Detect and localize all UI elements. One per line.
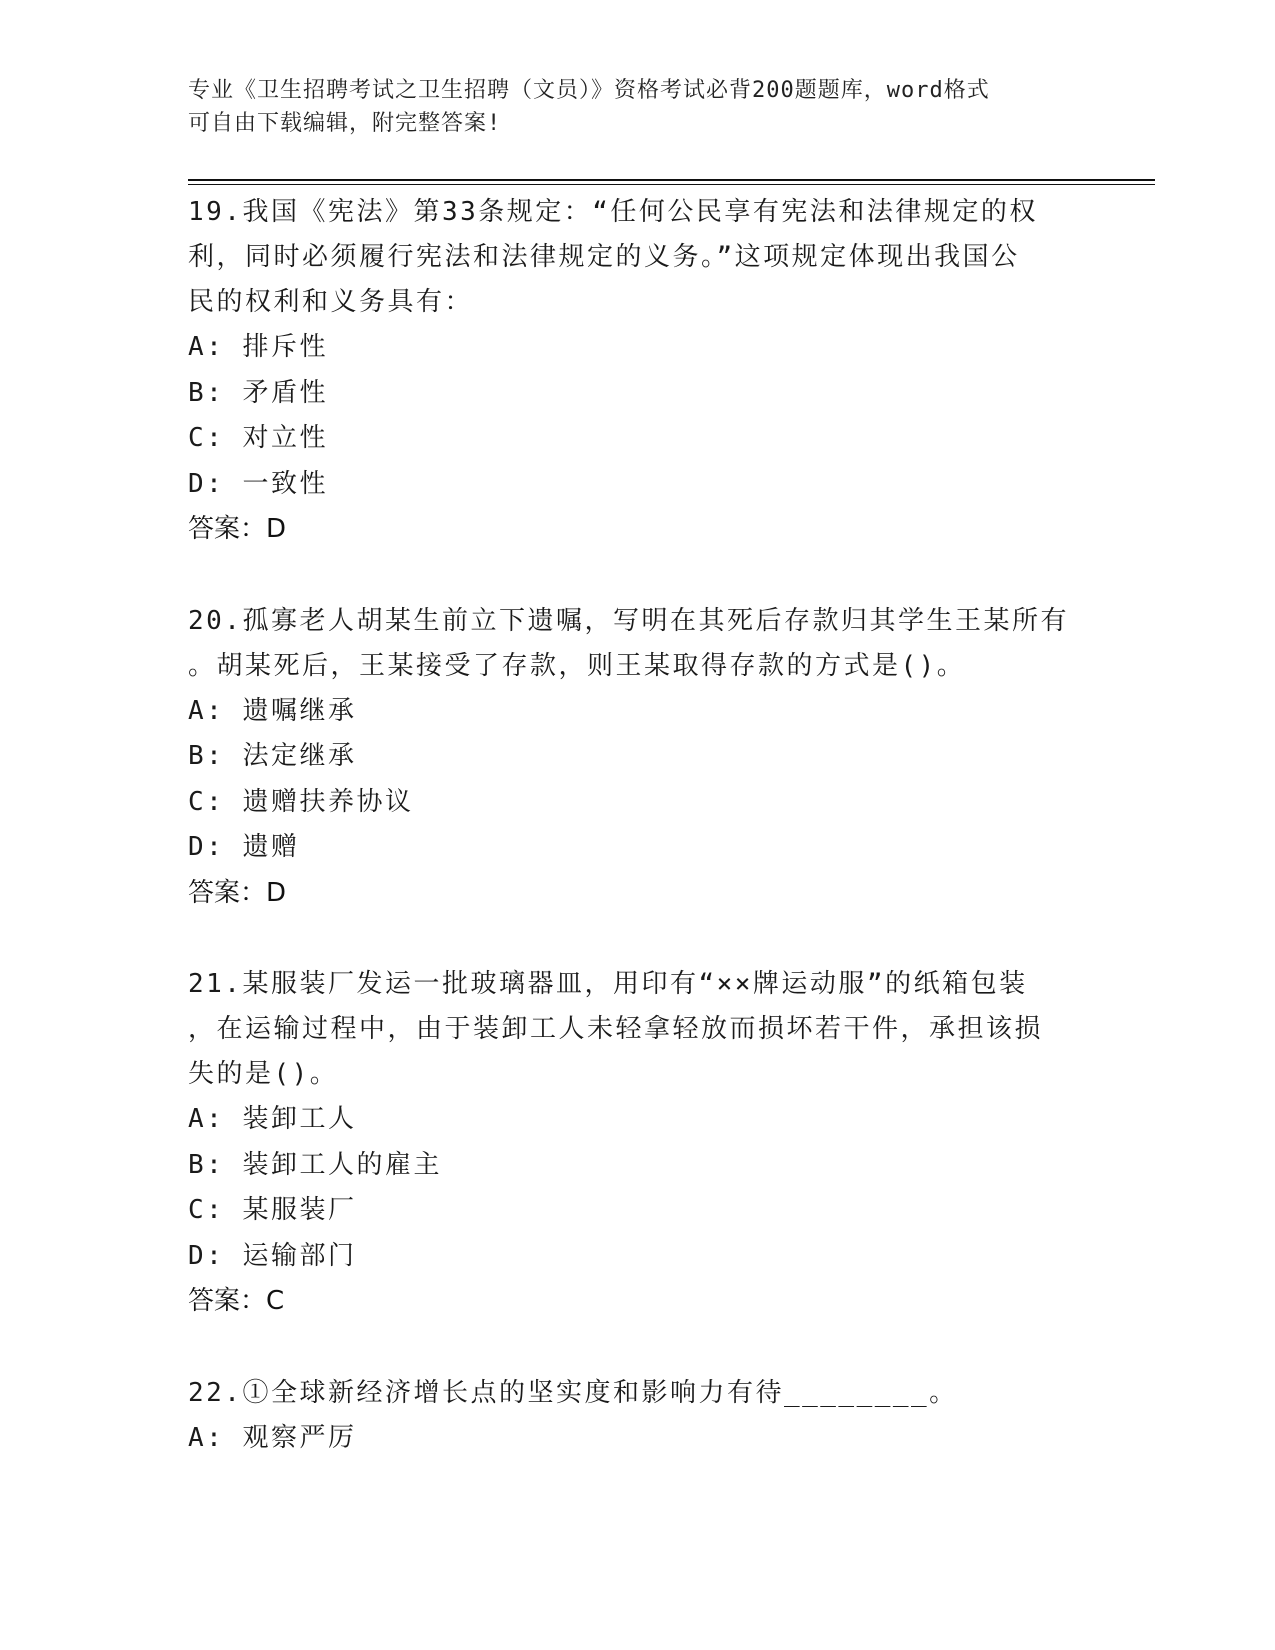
stem-line: 利，同时必须履行宪法和法律规定的义务。”这项规定体现出我国公	[188, 242, 1020, 272]
option-a: A: 排斥性	[188, 332, 328, 362]
stem-line: 。胡某死后，王某接受了存款，则王某取得存款的方式是()。	[188, 650, 966, 681]
header-line-2: 可自由下载编辑，附完整答案!	[188, 111, 502, 136]
question-19	[188, 190, 1088, 553]
option-a: A: 观察严厉	[188, 1422, 357, 1453]
stem-line: ，在运输过程中，由于装卸工人未轻拿轻放而损坏若干件，承担该损	[188, 1014, 1044, 1044]
option-b: B: 装卸工人的雇主	[188, 1149, 442, 1180]
question-stem	[188, 599, 1088, 689]
stem-line: 20.孤寡老人胡某生前立下遗嘱，写明在其死后存款归其学生王某所有	[188, 605, 1069, 636]
header-divider-thin	[188, 184, 1155, 185]
question-stem	[188, 962, 1088, 1097]
option-b: B: 矛盾性	[188, 377, 328, 408]
stem-line: 22.①全球新经济增长点的坚实度和影响力有待________。	[188, 1377, 958, 1408]
question-list	[188, 190, 1088, 1507]
question-22	[188, 1371, 1088, 1462]
option-d: D: 运输部门	[188, 1240, 357, 1271]
option-a: A: 遗嘱继承	[188, 695, 357, 726]
document-header	[188, 74, 1068, 140]
header-line-1: 专业《卫生招聘考试之卫生招聘（文员）》资格考试必背200题题库，word格式	[188, 78, 990, 103]
question-stem	[188, 1371, 1088, 1416]
answer-label: 答案：D	[188, 514, 287, 544]
question-21	[188, 962, 1088, 1325]
question-20	[188, 599, 1088, 917]
answer-label: 答案：C	[188, 1286, 285, 1316]
stem-line: 21.某服装厂发运一批玻璃器皿，用印有“××牌运动服”的纸箱包装	[188, 969, 1028, 999]
option-c: C: 某服装厂	[188, 1195, 357, 1225]
option-d: D: 一致性	[188, 468, 328, 499]
stem-line: 民的权利和义务具有：	[188, 287, 474, 317]
question-stem	[188, 190, 1088, 325]
stem-line: 19.我国《宪法》第33条规定：“任何公民享有宪法和法律规定的权	[188, 197, 1038, 227]
option-c: C: 对立性	[188, 423, 328, 453]
answer-label: 答案：D	[188, 877, 287, 908]
stem-line: 失的是()。	[188, 1059, 339, 1089]
option-b: B: 法定继承	[188, 741, 357, 771]
option-c: C: 遗赠扶养协议	[188, 786, 414, 817]
option-d: D: 遗赠	[188, 832, 300, 862]
option-a: A: 装卸工人	[188, 1104, 357, 1134]
header-divider	[188, 179, 1155, 181]
